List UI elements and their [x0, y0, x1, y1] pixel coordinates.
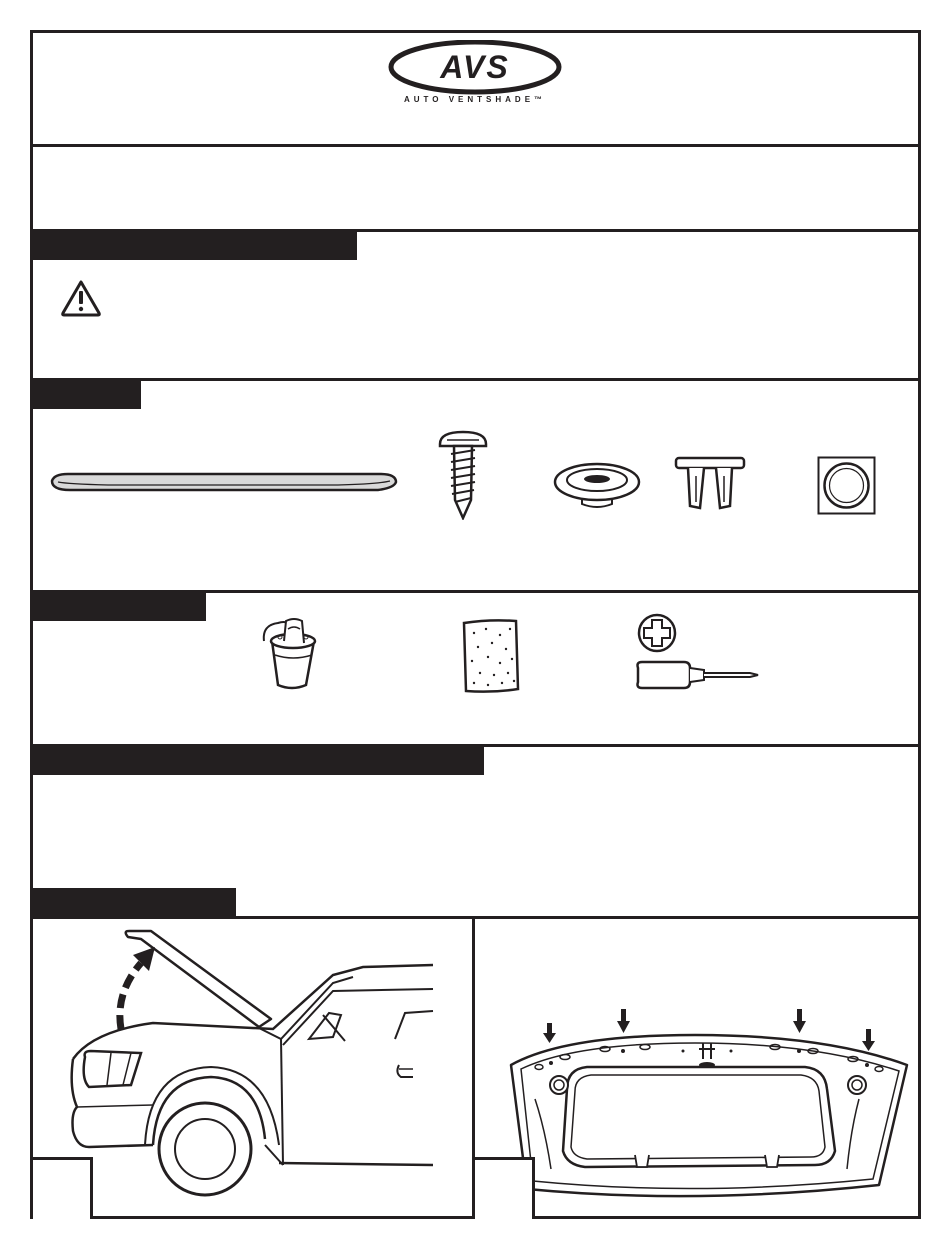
warning-triangle-icon	[60, 279, 102, 317]
logo-mark: AVS	[440, 49, 510, 85]
brand-name: AUTO VENTSHADE™	[403, 95, 547, 104]
caution-divider	[30, 378, 921, 381]
step-1-number-box	[33, 1157, 93, 1219]
hood-underside-illustration	[475, 919, 918, 1216]
caution-section-bar	[33, 232, 357, 260]
steps-section-bar	[33, 888, 236, 916]
header-divider	[30, 144, 921, 147]
screw-icon	[437, 430, 489, 520]
prep-section-bar	[33, 747, 484, 775]
adhesive-bumper-icon	[817, 456, 877, 516]
step-2-number-box	[475, 1157, 535, 1219]
soapy-water-bucket-icon	[258, 615, 328, 693]
tools-section-bar	[33, 593, 206, 621]
parts-section-bar	[33, 381, 141, 409]
grommet-washer-icon	[552, 456, 642, 512]
phillips-screwdriver-icon	[632, 612, 764, 692]
avs-logo	[388, 40, 563, 95]
hood-shield-part-icon	[48, 468, 400, 498]
open-hood-illustration	[33, 919, 472, 1216]
push-clip-icon	[674, 456, 746, 514]
cleaning-cloth-icon	[460, 617, 522, 695]
